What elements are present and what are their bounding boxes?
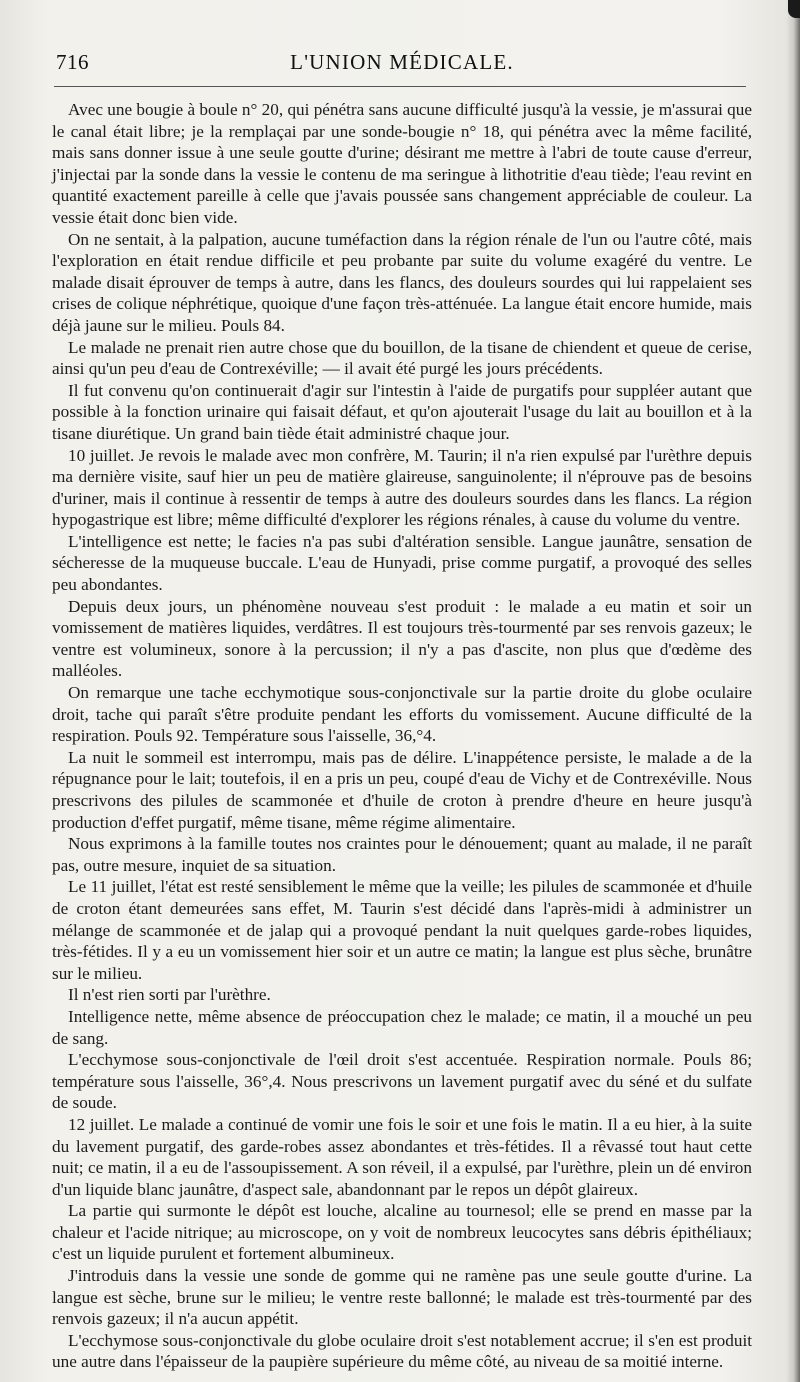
paragraph: 10 juillet. Je revois le malade avec mon confrère, M. Taurin; il n'a rien expulsé par l'urèthre depuis ma dernière visite, sauf hier un peu de matière glaireuse, sanguinolente; il n'éprouve pas de besoins d'uriner, mais il continue à ressentir de temps à autre des douleurs sourdes dans les flancs. La région hypogastrique est libre; même difficulté d'explorer les régions rénales, à cause du volume du ventre. [52, 445, 752, 530]
paragraph: On ne sentait, à la palpation, aucune tuméfaction dans la région rénale de l'un ou l'autre côté, mais l'exploration en était rendue difficile et peu probante par suite du volume exagéré du ventre. Le malade disait éprouver de temps à autre, dans les flancs, des douleurs sourdes qui lui rappelaient ses crises de colique néphrétique, quoique d'une façon très-atténuée. La langue était encore humide, mais déjà jaune sur le milieu. Pouls 84. [52, 229, 752, 335]
header-rule [54, 86, 746, 87]
paragraph: L'intelligence est nette; le facies n'a pas subi d'altération sensible. Langue jaunâtre, sensation de sécheresse de la muqueuse buccale. L'eau de Hunyadi, prise comme purgatif, a provoqué des selles peu abondantes. [52, 531, 752, 595]
paragraph: L'ecchymose sous-conjonctivale du globe oculaire droit s'est notablement accrue; il s'en est produit une autre dans l'épaisseur de la paupière supérieure du même côté, au niveau de sa moitié interne. [52, 1330, 752, 1372]
paragraph: On remarque une tache ecchymotique sous-conjonctivale sur la partie droite du globe oculaire droit, tache qui paraît s'être produite pendant les efforts du vomissement. Aucune difficulté de la respiration. Pouls 92. Température sous l'aisselle, 36,°4. [52, 683, 752, 746]
paragraph: Le malade ne prenait rien autre chose que du bouillon, de la tisane de chiendent et queue de cerise, ainsi qu'un peu d'eau de Contrexéville; — il avait été purgé les jours précédents. [52, 337, 752, 379]
paragraph: J'introduis dans la vessie une sonde de gomme qui ne ramène pas une seule goutte d'urine. La langue est sèche, brune sur le milieu; le ventre reste ballonné; le malade est très-tourmenté par des renvois gazeux; il n'a aucun appétit. [52, 1266, 752, 1329]
paragraph: 12 juillet. Le malade a continué de vomir une fois le soir et une fois le matin. Il a eu hier, à la suite du lavement purgatif, des garde-robes assez abondantes et très-fétides. Il a rêvassé tout haut cette nuit; ce matin, il a eu de l'assoupissement. A son réveil, il a expulsé, par l'urèthre, plein un dé environ d'un liquide blanc jaunâtre, d'aspect sale, abandonnant par le repos un dépôt glaireux. [52, 1114, 752, 1199]
paragraph: Nous exprimons à la famille toutes nos craintes pour le dénouement; quant au malade, il ne paraît pas, outre mesure, inquiet de sa situation. [52, 834, 752, 875]
paragraph: Il fut convenu qu'on continuerait d'agir sur l'intestin à l'aide de purgatifs pour suppléer autant que possible à la fonction urinaire qui faisait défaut, et qu'on ajouterait l'usage du lait au bouillon et à la tisane diurétique. Un grand bain tiède était administré chaque jour. [52, 380, 752, 443]
body-text [52, 99, 752, 1373]
running-title: L'UNION MÉDICALE. [290, 50, 514, 74]
corner-mark [788, 0, 800, 18]
paragraph: Depuis deux jours, un phénomène nouveau s'est produit : le malade a eu matin et soir un vomissement de matières liquides, verdâtres. Il est toujours très-tourmenté par ses renvois gazeux; le ventre est volumineux, sonore à la percussion; il n'y a pas d'ascite, non plus que d'œdème des malléoles. [52, 596, 752, 681]
page-edge-shadow [786, 0, 800, 1382]
paragraph: L'ecchymose sous-conjonctivale de l'œil droit s'est accentuée. Respiration normale. Pouls 86; température sous l'aisselle, 36°,4. Nous prescrivons un lavement purgatif avec du séné et du sulfate de soude. [52, 1050, 752, 1113]
paragraph: Avec une bougie à boule n° 20, qui pénétra sans aucune difficulté jusqu'à la vessie, je m'assurai que le canal était libre; je la remplaçai par une sonde-bougie n° 18, qui pénétra avec la même facilité, mais sans donner issue à une seule goutte d'urine; désirant me mettre à l'abri de toute cause d'erreur, j'injectai par la sonde dans la vessie le contenu de ma seringue à lithotritie d'eau tiède; l'eau revint en quantité exactement pareille à celle que j'avais poussée sans changement appréciable de couleur. La vessie était donc bien vide. [52, 100, 752, 227]
paragraph: La partie qui surmonte le dépôt est louche, alcaline au tournesol; elle se prend en masse par la chaleur et l'acide nitrique; au microscope, on y voit de nombreux leucocytes sans débris épithéliaux; c'est un liquide purulent et fortement albumineux. [52, 1201, 752, 1264]
page-number: 716 [56, 50, 89, 74]
paragraph: Le 11 juillet, l'état est resté sensiblement le même que la veille; les pilules de scammonée et d'huile de croton étant demeurées sans effet, M. Taurin s'est décidé dans l'après-midi à administrer un mélange de scammonée et de jalap qui a provoqué pendant la nuit quelques garde-robes liquides, très-fétides. Il y a eu un vomissement hier soir et un autre ce matin; la langue est plus sèche, brunâtre sur le milieu. [52, 877, 752, 983]
page-header [52, 44, 752, 74]
paragraph: La nuit le sommeil est interrompu, mais pas de délire. L'inappétence persiste, le malade a de la répugnance pour le lait; toutefois, il en a pris un peu, coupé d'eau de Vichy et de Contrexéville. Nous prescrivons des pilules de scammonée et d'huile de croton à prendre d'heure en heure jusqu'à production d'effet purgatif, même tisane, même régime alimentaire. [52, 747, 752, 832]
paragraph: Il n'est rien sorti par l'urèthre. [68, 985, 271, 1005]
paragraph: Intelligence nette, même absence de préoccupation chez le malade; ce matin, il a mouché un peu de sang. [52, 1006, 752, 1048]
